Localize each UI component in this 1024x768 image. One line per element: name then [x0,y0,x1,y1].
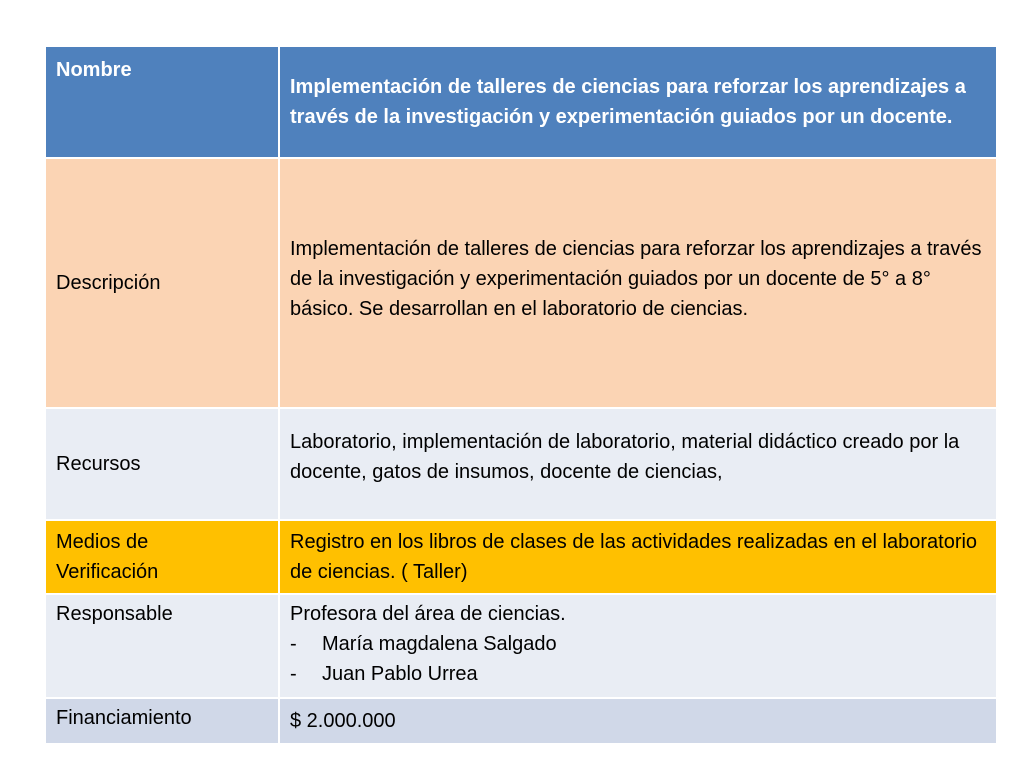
row-nombre [45,46,997,158]
responsable-list [290,629,986,689]
descripcion-value: Implementación de talleres de ciencias para reforzar los aprendizajes a través de la investigación y experimentación guiados por un docente de 5° a 8° básico. Se desarrollan en el laboratorio de ciencias. [279,158,997,408]
financiamiento-value: $ 2.000.000 [279,698,997,744]
list-item [290,629,986,659]
medios-value: Registro en los libros de clases de las actividades realizadas en el laboratorio de ciencias. ( Taller) [279,520,997,594]
project-table [44,45,998,745]
row-responsable [45,594,997,698]
dash-bullet: - [290,633,297,655]
row-medios-verificacion [45,520,997,594]
responsable-intro: Profesora del área de ciencias. [290,603,566,625]
nombre-value: Implementación de talleres de ciencias para reforzar los aprendizajes a través de la investigación y experimentación guiados por un docente. [279,46,997,158]
nombre-label: Nombre [45,46,279,158]
medios-label-line2: Verificación [56,561,159,583]
row-financiamiento [45,698,997,744]
financiamiento-label: Financiamiento [45,698,279,744]
dash-bullet: - [290,663,297,685]
person-name: María magdalena Salgado [322,633,557,655]
row-descripcion [45,158,997,408]
medios-label [45,520,279,594]
list-item [290,659,986,689]
recursos-label: Recursos [45,408,279,520]
descripcion-label: Descripción [45,158,279,408]
responsable-label: Responsable [45,594,279,698]
responsable-value [279,594,997,698]
medios-label-line1: Medios de [56,531,149,553]
recursos-value: Laboratorio, implementación de laboratorio, material didáctico creado por la docente, gatos de insumos, docente de ciencias, [279,408,997,520]
row-recursos [45,408,997,520]
person-name: Juan Pablo Urrea [322,663,478,685]
